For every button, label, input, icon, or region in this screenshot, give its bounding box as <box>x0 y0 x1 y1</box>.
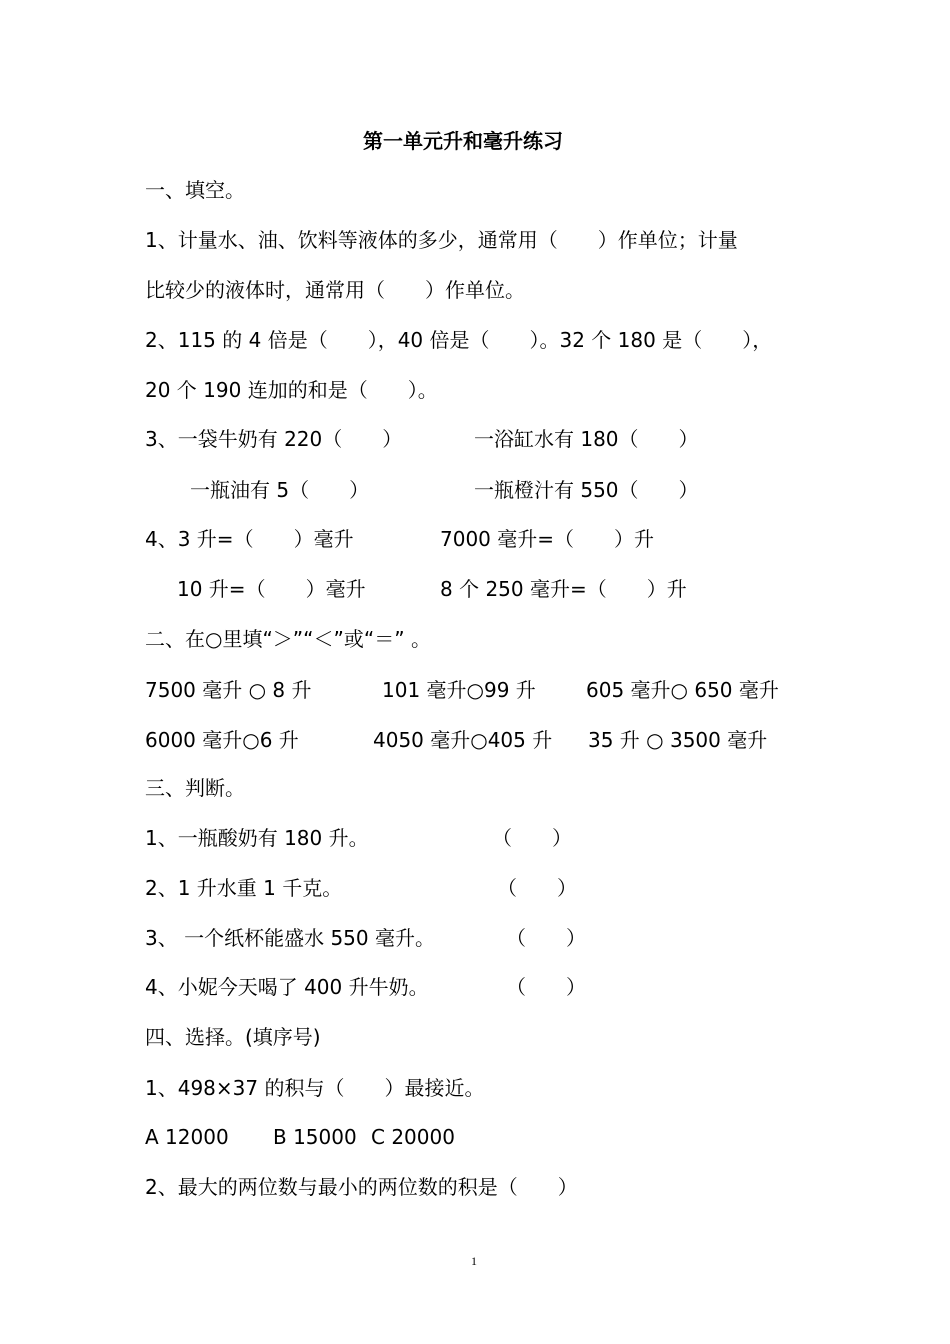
choice-q1: 1、498×37 的积与（ ）最接近。 <box>145 1076 485 1100</box>
choice-option-c: C 20000 <box>371 1125 455 1149</box>
judge-paren-4: （ ） <box>506 975 586 999</box>
page-number: 1 <box>471 1254 477 1268</box>
compare-item-6: 35 升 ○ 3500 毫升 <box>588 728 768 752</box>
choice-option-b: B 15000 <box>273 1125 357 1149</box>
choice-q2: 2、最大的两位数与最小的两位数的积是（ ） <box>145 1175 578 1199</box>
section-3-heading: 三、判断。 <box>145 776 245 800</box>
judge-paren-2: （ ） <box>497 876 577 900</box>
judge-paren-3: （ ） <box>506 926 586 950</box>
compare-item-5: 4050 毫升○405 升 <box>373 728 553 752</box>
fill-q2-line1: 2、115 的 4 倍是（ ），40 倍是（ ）。32 个 180 是（ ）， <box>145 328 773 352</box>
fill-q2-line2: 20 个 190 连加的和是（ ）。 <box>145 378 438 402</box>
compare-item-1: 7500 毫升 ○ 8 升 <box>145 678 312 702</box>
section-4-heading: 四、选择。(填序号) <box>145 1025 321 1049</box>
judge-item-4: 4、小妮今天喝了 400 升牛奶。 <box>145 975 429 999</box>
fill-q3-juice: 一瓶橙汁有 550（ ） <box>474 478 699 502</box>
fill-q3-bathtub: 一浴缸水有 180（ ） <box>474 427 699 451</box>
fill-q4-d: 8 个 250 毫升=（ ）升 <box>440 577 687 601</box>
choice-option-a: A 12000 <box>145 1125 229 1149</box>
judge-item-1: 1、一瓶酸奶有 180 升。 <box>145 826 369 850</box>
judge-item-2: 2、1 升水重 1 千克。 <box>145 876 343 900</box>
compare-item-3: 605 毫升○ 650 毫升 <box>586 678 779 702</box>
judge-paren-1: （ ） <box>492 826 572 850</box>
fill-q1-line2: 比较少的液体时，通常用（ ）作单位。 <box>145 278 525 302</box>
fill-q4-b: 7000 毫升=（ ）升 <box>440 527 655 551</box>
fill-q3-milk: 3、一袋牛奶有 220（ ） <box>145 427 403 451</box>
fill-q4-a: 4、3 升=（ ）毫升 <box>145 527 354 551</box>
compare-item-4: 6000 毫升○6 升 <box>145 728 299 752</box>
fill-q3-oil: 一瓶油有 5（ ） <box>190 478 370 502</box>
judge-item-3: 3、 一个纸杯能盛水 550 毫升。 <box>145 926 435 950</box>
section-2-heading: 二、在○里填“＞”“＜”或“＝” 。 <box>145 627 431 651</box>
fill-q1-line1: 1、计量水、油、饮料等液体的多少，通常用（ ）作单位；计量 <box>145 228 738 252</box>
page-title: 第一单元升和毫升练习 <box>363 129 563 153</box>
compare-item-2: 101 毫升○99 升 <box>382 678 536 702</box>
section-1-heading: 一、填空。 <box>145 178 245 202</box>
fill-q4-c: 10 升=（ ）毫升 <box>177 577 366 601</box>
